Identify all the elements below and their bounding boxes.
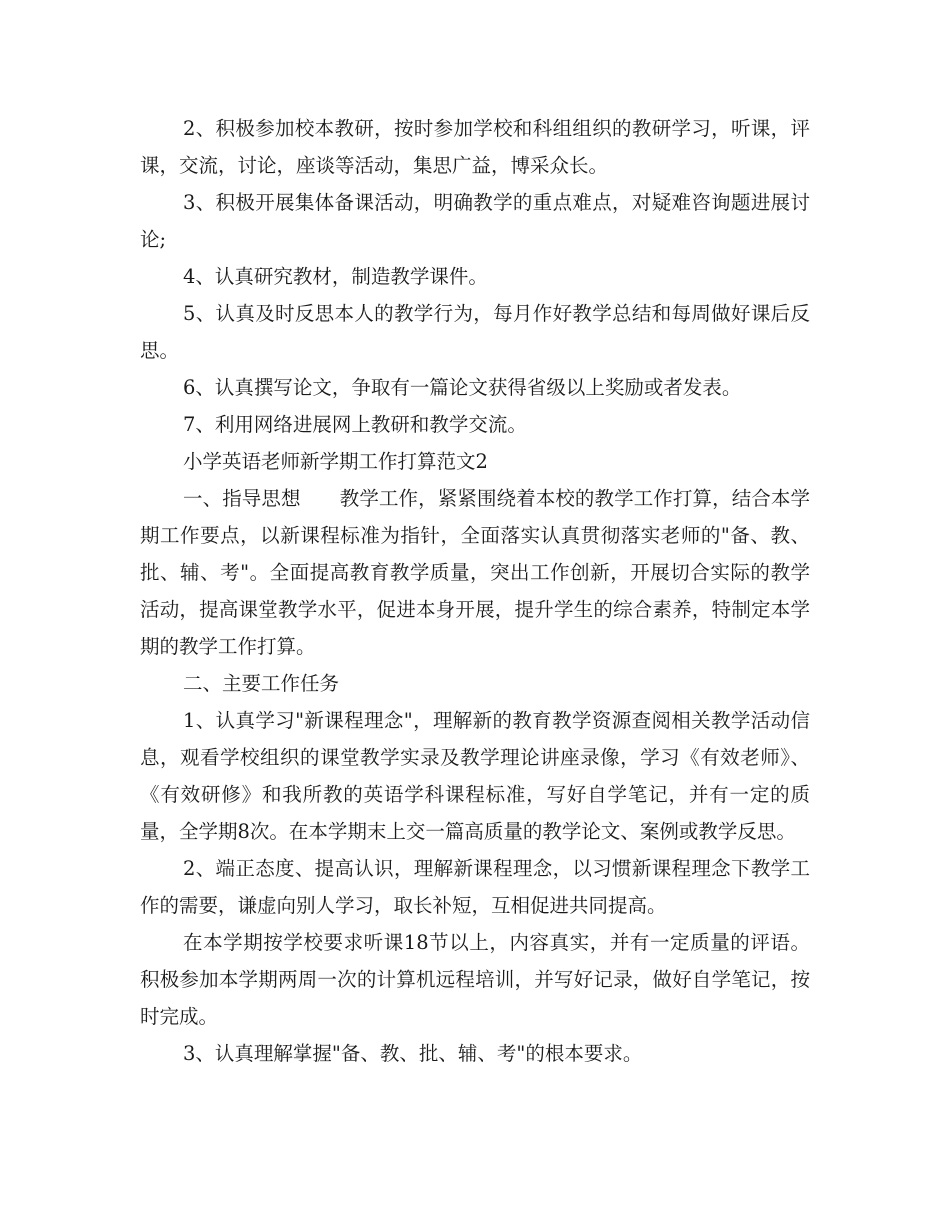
guiding-ideology-paragraph: 一、指导思想 教学工作，紧紧围绕着本校的教学工作打算，结合本学期工作要点，以新课程标准为指针，全面落实认真贯彻落实老师的"备、教、批、辅、考"。全面提高教育教学质量，突出工作创新，开展切合实际的教学活动，提高课堂教学水平，促进本身开展，提升学生的综合素养，特制定本学期的教学工作打算。 xyxy=(140,487,810,658)
document-body xyxy=(140,110,810,1072)
paragraph-item-3: 3、积极开展集体备课活动，明确教学的重点难点，对疑难咨询题进展讨论; xyxy=(140,191,810,251)
paragraph-item-7: 7、利用网络进展网上教研和教学交流。 xyxy=(183,413,527,436)
main-tasks-heading: 二、主要工作任务 xyxy=(183,672,340,695)
lesson-observation-paragraph: 在本学期按学校要求听课18节以上，内容真实，并有一定质量的评语。积极参加本学期两周一次的计算机远程培训，并写好记录，做好自学笔记，按时完成。 xyxy=(140,931,810,1028)
task-item-1: 1、认真学习"新课程理念"，理解新的教育教学资源查阅相关教学活动信息，观看学校组织的课堂教学实录及教学理论讲座录像，学习《有效老师》、《有效研修》和我所教的英语学科课程标准，写好自学笔记，并有一定的质量，全学期8次。在本学期末上交一篇高质量的教学论文、案例或教学反思。 xyxy=(140,709,810,843)
paragraph-item-4: 4、认真研究教材，制造教学课件。 xyxy=(183,265,488,288)
paragraph-item-5: 5、认真及时反思本人的教学行为，每月作好教学总结和每周做好课后反思。 xyxy=(140,302,810,362)
task-item-2: 2、端正态度、提高认识，理解新课程理念，以习惯新课程理念下教学工作的需要，谦虚向别人学习，取长补短，互相促进共同提高。 xyxy=(140,857,810,917)
section-title: 小学英语老师新学期工作打算范文2 xyxy=(183,450,488,473)
task-item-3: 3、认真理解掌握"备、教、批、辅、考"的根本要求。 xyxy=(183,1042,643,1065)
paragraph-item-2: 2、积极参加校本教研，按时参加学校和科组组织的教研学习，听课，评课，交流，讨论，座谈等活动，集思广益，博采众长。 xyxy=(140,117,810,177)
paragraph-item-6: 6、认真撰写论文，争取有一篇论文获得省级以上奖励或者发表。 xyxy=(183,376,742,399)
